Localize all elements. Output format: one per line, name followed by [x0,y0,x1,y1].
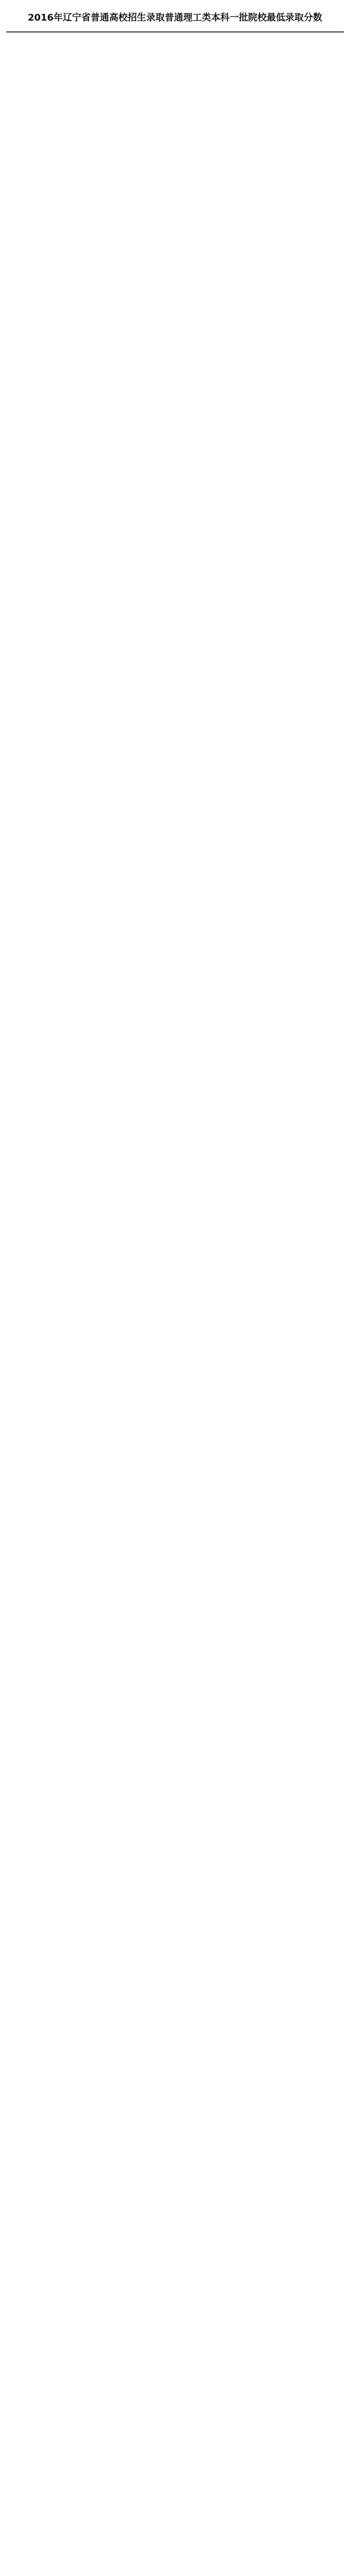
document-title: 2016年辽宁省普通高校招生录取普通理工类本科一批院校最低录取分数 [27,12,323,23]
data-table [6,31,344,32]
